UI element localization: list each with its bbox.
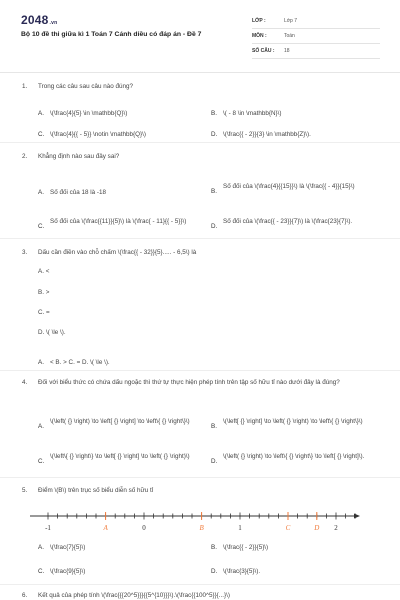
- meta-row-question-count: [252, 44, 380, 59]
- option-d[interactable]: D. Số đối của \(\frac{{ - 23}}{7}\) là \(\frac{23}{7}\).: [211, 218, 353, 230]
- number-line-labels: [45, 524, 338, 532]
- option-d[interactable]: D. \(\frac{{ - 2}}{3} \in \mathbb{Z}\).: [211, 131, 311, 138]
- option-a[interactable]: A. < B. > C. = D. \( \le \).: [38, 359, 110, 366]
- question-text: Dấu cần điền vào chỗ chấm \(\frac{{ - 32}}{5}..... - 6,5\) là: [38, 249, 197, 256]
- inline-choice-c: C. =: [38, 309, 50, 316]
- question-text: Đối với biểu thức có chứa dấu ngoặc thì thứ tự thực hiện phép tính trên tập số hữu tỉ nào dưới đây là đúng?: [38, 379, 340, 386]
- divider: [0, 142, 400, 143]
- inline-choice-b: B. >: [38, 289, 50, 296]
- question-5: [22, 486, 382, 495]
- option-d[interactable]: D. \(\frac{3}{5}\).: [211, 568, 261, 575]
- question-number: 3.: [22, 249, 28, 256]
- option-b[interactable]: B. \(\frac{{ - 2}}{5}\): [211, 544, 269, 551]
- point-label-c: C: [285, 524, 291, 532]
- question-text: Điểm \(B\) trên trục số biểu diễn số hữu tỉ: [38, 487, 154, 494]
- divider: [0, 238, 400, 239]
- meta-row-subject: [252, 29, 380, 44]
- divider: [0, 370, 400, 371]
- option-c[interactable]: C. \(\left\{ {} \right\} \to \left[ {} \right] \to \left( {} \right)\): [38, 453, 190, 465]
- question-2: [22, 152, 382, 230]
- option-c[interactable]: C. \(\frac{4}{{ - 5}} \notin \mathbb{Q}\): [38, 131, 146, 138]
- point-label-d: D: [314, 524, 320, 532]
- question-6: [22, 591, 382, 600]
- divider: [0, 584, 400, 585]
- question-number: 5.: [22, 487, 28, 494]
- site-logo[interactable]: 2048.vn: [21, 13, 58, 27]
- question-number: 1.: [22, 83, 28, 90]
- question-4: [22, 378, 382, 465]
- question-1: [22, 82, 382, 138]
- option-a[interactable]: A. \(\left( {} \right) \to \left[ {} \right] \to \left\{ {} \right\}\): [38, 418, 190, 430]
- meta-table: [252, 14, 380, 59]
- question-3: [22, 248, 382, 366]
- question-number: 2.: [22, 153, 28, 160]
- divider: [0, 477, 400, 478]
- number-label: 0: [142, 524, 146, 532]
- meta-value: 18: [284, 48, 290, 54]
- inline-choice-d: D. \( \le \).: [38, 329, 66, 336]
- point-label-b: B: [199, 524, 204, 532]
- option-d[interactable]: D. \(\left( {} \right) \to \left\{ {} \right\} \to \left[ {} \right]\).: [211, 453, 365, 465]
- document-title: Bộ 10 đề thi giữa kì 1 Toán 7 Cánh diều có đáp án - Đề 7: [21, 31, 202, 38]
- inline-choice-a: A. <: [38, 268, 50, 275]
- meta-label: MÔN :: [252, 33, 267, 39]
- number-line-figure: [30, 505, 360, 535]
- question-text: Kết quả của phép tính \(\frac{{{20^5}}}{{5^{10}}}\).\(\frac{{100^5}}{...}\): [38, 592, 230, 599]
- question-text: Trong các câu sau câu nào đúng?: [38, 83, 133, 90]
- number-label: -1: [45, 524, 51, 532]
- option-c[interactable]: C. Số đối của \(\frac{{11}}{5}\) là \(\frac{ - 11}{{ - 5}}\): [38, 218, 187, 230]
- worksheet-header: [0, 0, 400, 73]
- option-b[interactable]: B. \( - 8 \in \mathbb{N}\): [211, 110, 282, 117]
- meta-label: SỐ CÂU :: [252, 48, 275, 54]
- question-number: 6.: [22, 592, 28, 599]
- option-a[interactable]: A. Số đối của 18 là -18: [38, 189, 107, 196]
- option-a[interactable]: A. \(\frac{7}{5}\): [38, 544, 86, 551]
- question-number: 4.: [22, 379, 28, 386]
- meta-value: Lớp 7: [284, 18, 298, 24]
- option-c[interactable]: C. \(\frac{9}{5}\): [38, 568, 86, 575]
- meta-label: LỚP :: [252, 18, 266, 24]
- option-b[interactable]: B. Số đối của \(\frac{4}{{15}}\) là \(\frac{{ - 4}}{15}\): [211, 183, 355, 195]
- meta-value: Toán: [284, 33, 295, 39]
- meta-row-class: [252, 14, 380, 29]
- question-text: Khẳng định nào sau đây sai?: [38, 153, 120, 160]
- point-label-a: A: [103, 524, 108, 532]
- number-label: 1: [238, 524, 242, 532]
- number-label: 2: [334, 524, 338, 532]
- option-a[interactable]: A. \(\frac{4}{5} \in \mathbb{Q}\): [38, 110, 128, 117]
- option-b[interactable]: B. \(\left[ {} \right] \to \left( {} \right) \to \left\{ {} \right\}\): [211, 418, 363, 430]
